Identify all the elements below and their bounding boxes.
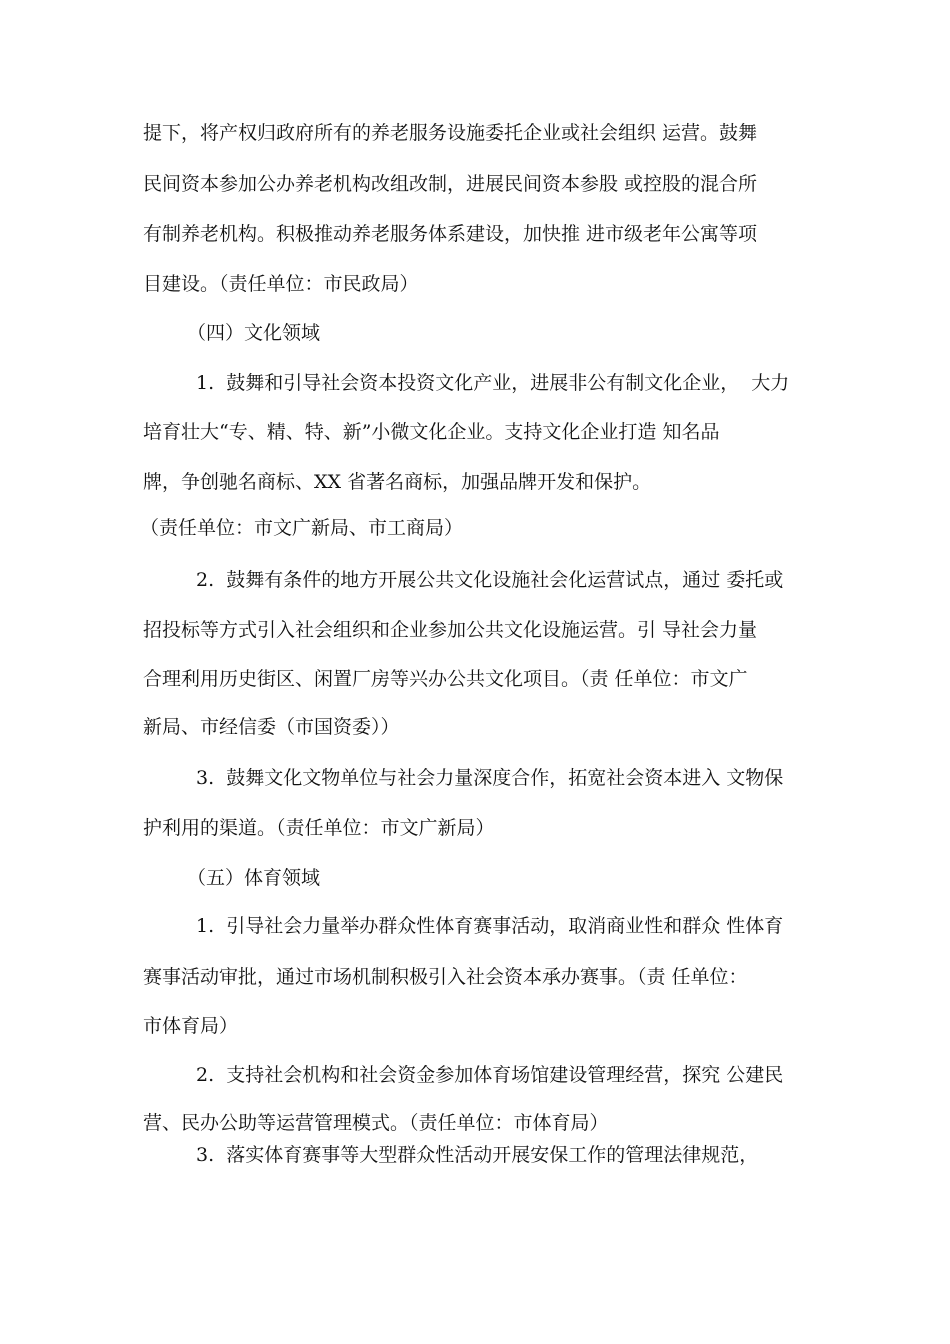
list-item: 3. 鼓舞文化文物单位与社会力量深度合作，拓宽社会资本进入 文物保 [196,767,784,789]
text-line: 目建设。（责任单位：市民政局） [143,273,419,295]
list-item: 3. 落实体育赛事等大型群众性活动开展安保工作的管理法律规范， [196,1144,759,1166]
list-item: 2. 支持社会机构和社会资金参加体育场馆建设管理经营，探究 公建民 [196,1064,784,1086]
section-heading-culture: （四）文化领域 [187,322,321,344]
list-item: 1. 引导社会力量举办群众性体育赛事活动，取消商业性和群众 性体育 [196,915,784,937]
text-line: 市体育局） [143,1015,239,1037]
text-line: 提下，将产权归政府所有的养老服务设施委托企业或社会组织 运营。鼓舞 [143,122,758,144]
text-line: 有制养老机构。积极推动养老服务体系建设，加快推 进市级老年公寓等项 [143,223,758,245]
list-item: 1. 鼓舞和引导社会资本投资文化产业，进展非公有制文化企业， 大力 [196,372,790,394]
text-line: 招投标等方式引入社会组织和企业参加公共文化设施运营。引 导社会力量 [143,619,758,641]
text-line: 新局、市经信委（市国资委）） [143,716,400,738]
responsibility-line: （责任单位：市文广新局、市工商局） [140,517,464,539]
text-line: 营、民办公助等运营管理模式。（责任单位：市体育局） [143,1112,609,1134]
list-item: 2. 鼓舞有条件的地方开展公共文化设施社会化运营试点，通过 委托或 [196,569,784,591]
text-line: 护利用的渠道。（责任单位：市文广新局） [143,817,495,839]
text-line: 牌，争创驰名商标、XX 省著名商标，加强品牌开发和保护。 [143,471,652,493]
section-heading-sports: （五）体育领域 [187,867,321,889]
text-line: 合理利用历史街区、闲置厂房等兴办公共文化项目。（责 任单位：市文广 [143,668,748,690]
text-line: 培育壮大“专、精、特、新”小微文化企业。支持文化企业打造 知名品 [143,421,720,443]
text-line: 民间资本参加公办养老机构改组改制，进展民间资本参股 或控股的混合所 [143,173,758,195]
text-line: 赛事活动审批，通过市场机制积极引入社会资本承办赛事。（责 任单位： [143,966,748,988]
